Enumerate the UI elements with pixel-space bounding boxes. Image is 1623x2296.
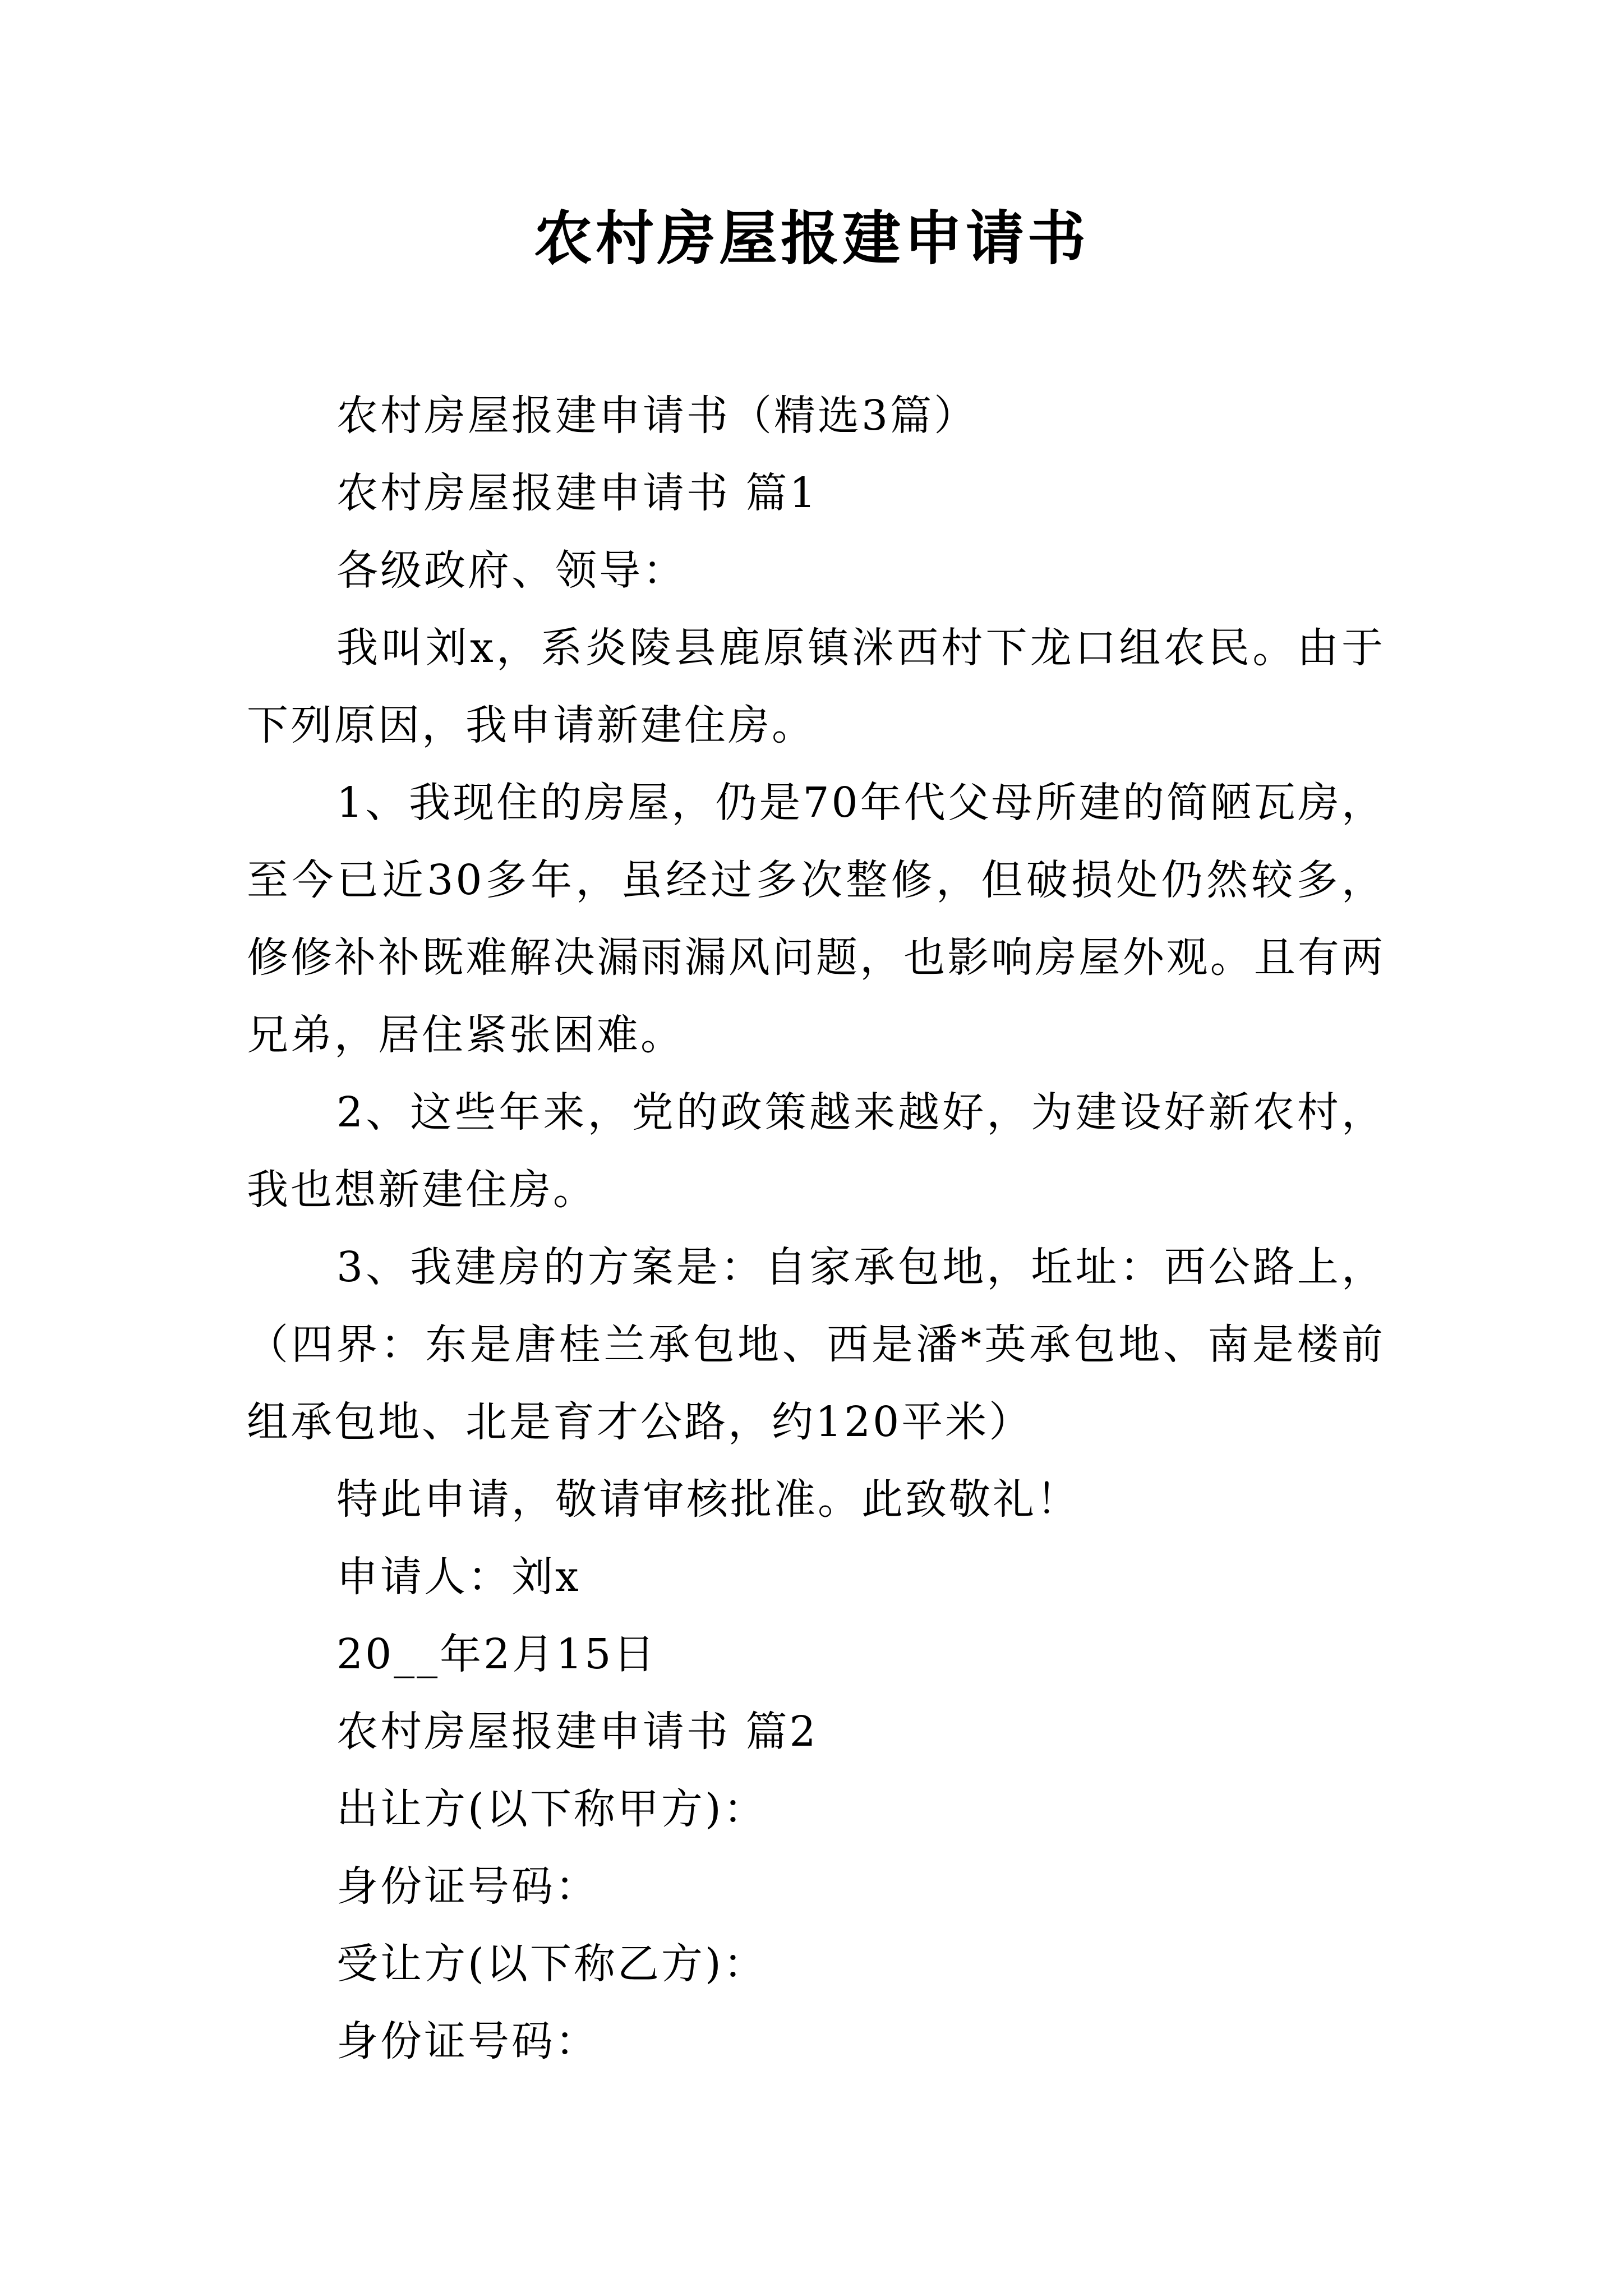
document-body <box>247 377 1385 2080</box>
paragraph-reason-1: 1、我现住的房屋，仍是70年代父母所建的简陋瓦房，至今已近30多年，虽经过多次整修，但破损处仍然较多，修修补补既难解决漏雨漏风问题，也影响房屋外观。且有两兄弟，居住紧张困难。 <box>247 779 1385 1059</box>
paragraph-transferor: 出让方(以下称甲方)： <box>336 1785 767 1833</box>
paragraph-heading-2: 农村房屋报建申请书 篇2 <box>336 1708 818 1756</box>
paragraph-heading-1: 农村房屋报建申请书 篇1 <box>336 469 818 517</box>
paragraph-transferee-id: 身份证号码： <box>336 2017 599 2065</box>
paragraph-statement: 我叫刘x，系炎陵县鹿原镇洣西村下龙口组农民。由于下列原因，我申请新建住房。 <box>247 624 1385 749</box>
paragraph-applicant: 申请人：刘x <box>336 1553 581 1601</box>
paragraph-reason-2: 2、这些年来，党的政策越来越好，为建设好新农村，我也想新建住房。 <box>247 1088 1385 1214</box>
paragraph-date: 20__年2月15日 <box>336 1630 657 1678</box>
paragraph-intro: 农村房屋报建申请书（精选3篇） <box>336 392 978 440</box>
paragraph-transferor-id: 身份证号码： <box>336 1862 599 1911</box>
paragraph-salutation: 各级政府、领导： <box>336 546 686 595</box>
paragraph-closing: 特此申请，敬请审核批准。此致敬礼！ <box>336 1475 1080 1524</box>
paragraph-reason-3: 3、我建房的方案是：自家承包地，坵址：西公路上，（四界：东是唐桂兰承包地、西是潘*英承包地、南是楼前组承包地、北是育才公路，约120平米） <box>247 1243 1385 1446</box>
document-title: 农村房屋报建申请书 <box>533 204 1089 273</box>
paragraph-transferee: 受让方(以下称乙方)： <box>336 1940 767 1988</box>
